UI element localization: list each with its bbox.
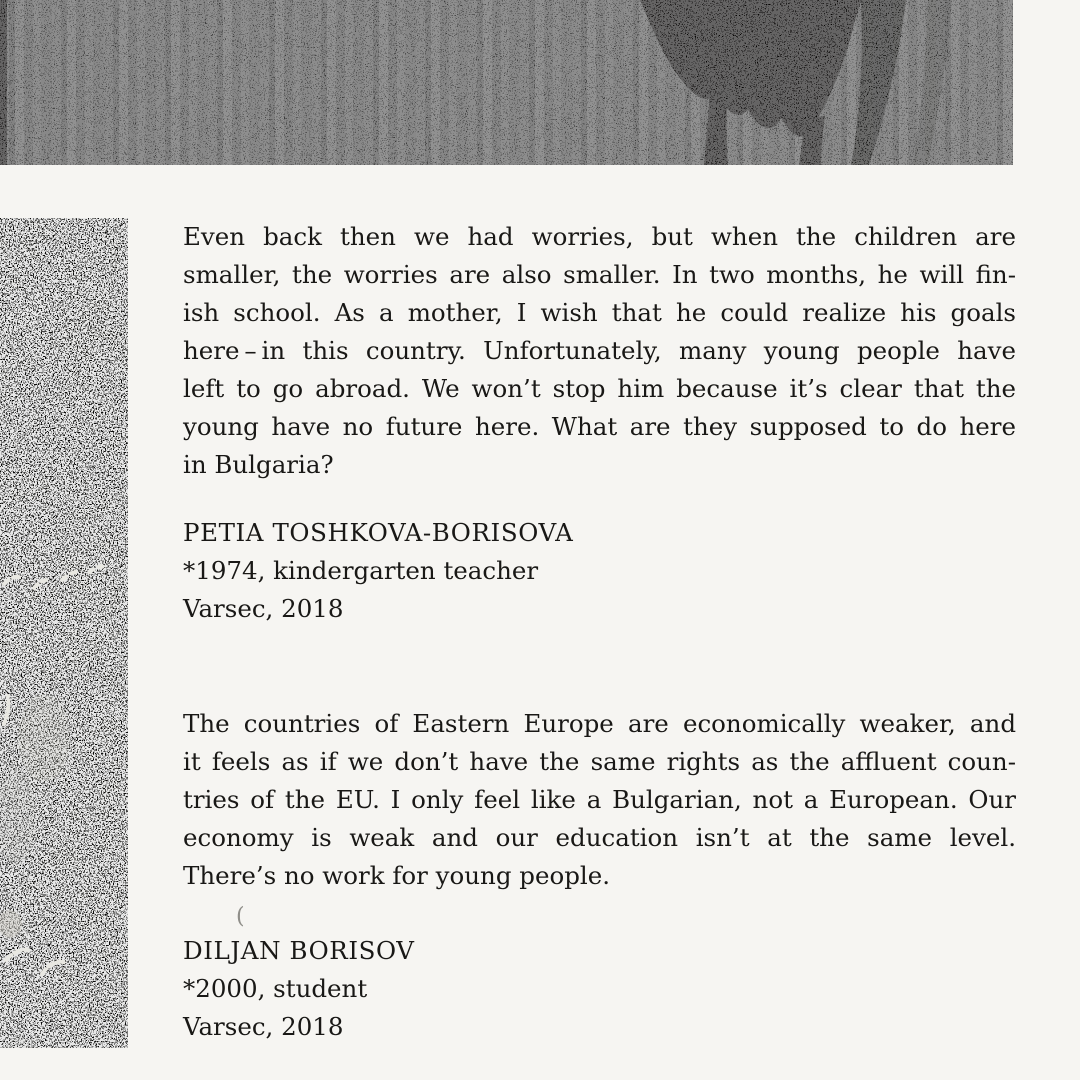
speaker-detail: *1974, kindergarten teacher bbox=[183, 556, 539, 585]
quote-line: it feels as if we don’t have the same rights as the affluent coun- bbox=[183, 747, 1016, 776]
speaker-name: DILJAN BORISOV bbox=[183, 936, 415, 965]
quote-line: here – in this country. Unfortunately, many young people have bbox=[183, 336, 1016, 365]
speaker-place-year: Varsec, 2018 bbox=[183, 594, 344, 623]
left-photo-art bbox=[0, 218, 128, 1048]
attribution-1 bbox=[183, 514, 1016, 628]
speaker-place-year: Varsec, 2018 bbox=[183, 1012, 344, 1041]
quote-line: ish school. As a mother, I wish that he could realize his goals bbox=[183, 298, 1016, 327]
quote-line: smaller, the worries are also smaller. In two months, he will fin- bbox=[183, 260, 1016, 289]
speaker-name: PETIA TOSHKOVA-BORISOVA bbox=[183, 518, 574, 547]
quote-line: young have no future here. What are they supposed to do here bbox=[183, 412, 1016, 441]
attribution-2 bbox=[183, 932, 1016, 1046]
left-photo-strip bbox=[0, 218, 128, 1048]
quote-line: The countries of Eastern Europe are economically weaker, and bbox=[183, 709, 1016, 738]
quote-line: There’s no work for young people. bbox=[183, 861, 611, 890]
scan-artifact-mark: ( bbox=[236, 904, 245, 929]
speaker-detail: *2000, student bbox=[183, 974, 368, 1003]
quote-line: tries of the EU. I only feel like a Bulgarian, not a European. Our bbox=[183, 785, 1016, 814]
quote-line: in Bulgaria? bbox=[183, 450, 334, 479]
quote-line: economy is weak and our education isn’t at the same level. bbox=[183, 823, 1016, 852]
quote-line: Even back then we had worries, but when the children are bbox=[183, 222, 1016, 251]
quote-1 bbox=[183, 218, 1016, 484]
top-photo-strip bbox=[0, 0, 1013, 165]
top-photo-art bbox=[0, 0, 1013, 165]
text-column bbox=[183, 218, 1016, 1046]
quote-2 bbox=[183, 705, 1016, 895]
quote-line: left to go abroad. We won’t stop him because it’s clear that the bbox=[183, 374, 1016, 403]
